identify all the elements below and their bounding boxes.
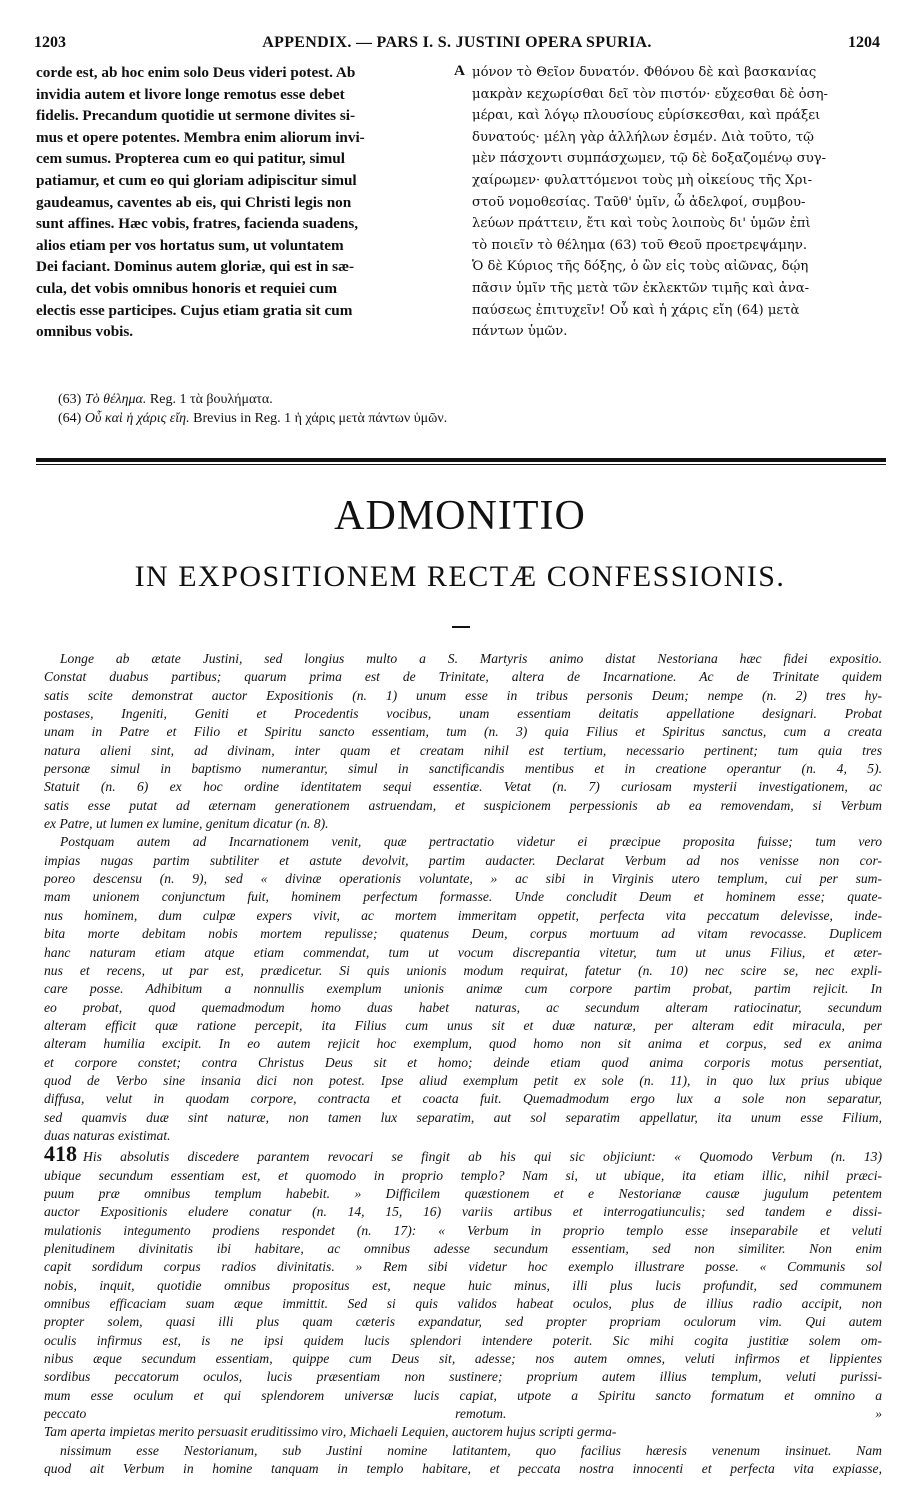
body-text-line: unam in Patre et Filio et Spiritu sancto essentiam, tum (n. 3) quia Filius et Spiritus sanctus, cum a creata [44, 724, 882, 740]
body-text-line: Statuit (n. 6) ex hoc ordine identitatem sequi essentiæ. Vetat (n. 7) curiosam mysterii investigationem, ac [44, 779, 882, 795]
body-text-line: Postquam autem ad Incarnationem venit, quæ pertractatio videtur ei præcipue proposita fuisse; tum vero [60, 834, 882, 850]
body-text-line: peccato remotum. » [44, 1406, 882, 1422]
title-dash [452, 626, 470, 628]
latin-text-line: cula, det vobis omnibus honoris et requiei cum [36, 279, 337, 297]
greek-text-line: στοῦ νομοθεσίας. Ταῦθ' ὑμῖν, ὦ ἀδελφοί, συμβου- [472, 194, 806, 210]
body-text-line: eo probat, quod quemadmodum homo duas habet naturas, ac secundum alteram ratiocinatur, secundum [44, 999, 882, 1015]
body-text-line: plenitudinem divinitatis ibi habitare, ac omnibus adesse secundum essentiam, sed non similiter. Non enim [44, 1241, 882, 1256]
greek-text-line: χαίρωμεν· φυλαττόμενοι τοὺς μὴ οἰκείους τῆς Χρι- [472, 172, 813, 188]
footnote-number: (63) [58, 392, 82, 407]
column-marker: A [454, 62, 465, 79]
latin-text-line: Dei faciant. Dominus autem gloriæ, qui est in sæ- [36, 258, 355, 276]
body-text-line: mam unionem conjunctum fuit, hominem perfectum formasse. Unde concludit Deum et hominem esse; quate- [44, 889, 882, 905]
section-title: ADMONITIO [334, 493, 586, 539]
body-text-line: impias nugas partim subtiliter et astute devolvit, partim audacter. Declarat Verbum ad nos venisse non cor- [44, 852, 882, 868]
greek-text-line: πάντων ὑμῶν. [472, 324, 568, 340]
body-text-line: sed quamvis duæ sint naturæ, non tamen lux separatim, aut sol separatim appellatur, ita unum esse Filium, [44, 1109, 882, 1125]
body-text-line: quod de Verbo sine insania dici non potest. Ipse aliud exemplum petit ex sole (n. 11), in quo lux prius ubique [44, 1072, 882, 1088]
greek-text-line: μέραι, καὶ λόγῳ πλουσίους εὑρίσκεσθαι, καὶ πράξει [472, 108, 821, 124]
greek-text-line: τὸ ποιεῖν τὸ θέλημα (63) τοῦ Θεοῦ προετρεψάμην. [472, 237, 808, 253]
latin-text-line: sunt affines. Hæc vobis, fratres, facienda suadens, [36, 215, 359, 233]
admonitio-body [44, 650, 882, 1478]
latin-text-column [36, 62, 456, 343]
body-text-line: nus et recens, ut par est, prædicetur. Si quis unionis modum requirat, fatetur (n. 10) nec scire se, nec expli- [44, 962, 882, 978]
page-number-left: 1203 [34, 34, 66, 51]
footnote-number: (64) [58, 410, 82, 426]
footnote-lemma: Τὸ θέλημα. [84, 392, 147, 407]
latin-text-line: omnibus vobis. [36, 323, 134, 341]
latin-text-line: electis esse participes. Cujus etiam gratia sit cum [36, 301, 353, 319]
running-header [34, 34, 880, 56]
body-text-line: sordibus peccatorum oculos, lucis præsentiam non sustinere; proprium autem illius templum, veluti purissi- [44, 1369, 882, 1385]
body-text-line: auctor Expositionis eludere conatur (n. 14, 15, 16) variis artibus et interrogatiunculis; sed tandem e dissi- [44, 1204, 882, 1220]
latin-text-line: cem sumus. Propterea cum eo qui patitur, simul [36, 150, 345, 168]
footnote-64 [58, 410, 878, 429]
latin-text-line: invidia autem et livore longe remotus esse debet [36, 85, 345, 103]
greek-text-line: παύσεως ἐπιτυχεῖν! Οὗ καὶ ἡ χάρις εἴη (64) μετὰ [472, 302, 800, 318]
body-text-line: mum esse oculum et qui splendorem universæ lucis capiat, utpote a Spiritu sancto formatum et omnino a [44, 1387, 882, 1403]
body-text-line: Constat duabus partibus; quarum prima est de Trinitate, altera de Incarnatione. Ac de Trinitate quidem [44, 669, 882, 685]
body-text-line: ubique secundum essentiam est, et quomodo in proprio templo? Nam si, ut ubique, ita etiam illic, nihil præci- [44, 1167, 882, 1183]
body-text-line: Tam aperta impietas merito persuasit eruditissimo viro, Michaeli Lequien, auctorem hujus scripti germa- [44, 1424, 617, 1440]
body-text-line: oculis infirmus est, is ne ipsi quidem lucis splendori intendere poterit. Sic mihi cogita justitiæ solem om- [44, 1332, 882, 1348]
section-divider-thin [36, 464, 886, 465]
greek-text-column [472, 62, 882, 343]
body-text-line: satis esse putat ad æternam generationem astruendam, et suspicionem perpessionis ab ea removendam, si Verbum [44, 797, 882, 813]
body-text-line: et corpore constet; contra Christus Deus sit et homo; deinde etiam quod anima corporis motus persentiat, [44, 1054, 882, 1070]
footnote-text: Brevius in Reg. 1 ἡ χάρις μετὰ πάντων ὑμῶν. [193, 410, 448, 426]
greek-text-line: μὲν πάσχοντι συμπάσχωμεν, τῷ δὲ δοξαζομένῳ συγ- [472, 151, 827, 167]
latin-text-line: alios etiam per vos hortatus sum, ut voluntatem [36, 236, 344, 254]
page-number-right: 1204 [848, 34, 880, 51]
body-text-fragment: His absolutis discedere parantem revocari se fingit ab his qui sic objiciunt: « Quomodo Verbum (n. 13) [83, 1149, 882, 1165]
section-divider-thick [36, 458, 886, 462]
body-text-line: hanc naturam etiam atque etiam commendat, tum ut vocum discrepantia vitetur, tum ut unus Filius, et æter- [44, 944, 882, 960]
body-text-line: nissimum esse Nestorianum, sub Justini nomine latitantem, quo facilius hæresis venenum insinuet. Nam [60, 1442, 882, 1458]
latin-text-line: fidelis. Precandum quotidie ut sermone divites si- [36, 107, 356, 125]
greek-text-line: δυνατούς· μέλη γὰρ ἀλλήλων ἐσμέν. Διὰ τοῦτο, τῷ [472, 129, 814, 145]
body-text-line: quod ait Verbum in homine tanquam in templo habitare, et peccata nostra innocenti et perfecta vita expiasse, [44, 1461, 882, 1477]
footnotes [58, 391, 878, 428]
body-text-line: duas naturas existimat. [44, 1127, 171, 1143]
running-title: APPENDIX. — PARS I. S. JUSTINI OPERA SPURIA. [262, 34, 652, 51]
body-text-line: nobis, inquit, quotidie omnibus propositus est, neque huic minus, illi plus lucis profundit, sed communem [44, 1277, 882, 1293]
body-text-line: care posse. Adhibitum a nonnullis exemplum unionis animæ cum corpore partim probat, partim rejicit. In [44, 981, 882, 997]
body-text-line: Longe ab ætate Justini, sed longius multo a S. Martyris animo distat Nestoriana hæc fidei expositio. [60, 651, 882, 666]
body-text-line [44, 1145, 882, 1166]
footnote-text: Reg. 1 τὰ βουλήματα. [149, 392, 273, 407]
body-text-line: personæ simul in baptismo numerantur, simul in sanctificandis mentibus et in creatione operantur (n. 4, 5). [44, 761, 882, 777]
latin-text-line: mus et opere potentes. Membra enim aliorum invi- [36, 128, 365, 146]
body-text-line: postases, Ingeniti, Geniti et Procedentis vocibus, unam essentiam deitatis appellatione designari. Probat [44, 706, 882, 722]
latin-text-line: patiamur, et cum eo qui gloriam adipiscitur simul [36, 171, 357, 189]
footnote-lemma: Οὗ καὶ ἡ χάρις εἴη. [84, 410, 190, 426]
body-text-line: mulationis integumento prodiens respondet (n. 17): « Verbum in proprio templo esse inseparabile et veluti [44, 1222, 882, 1238]
body-text-line: satis scite demonstrat auctor Expositionis (n. 1) unum esse in tribus personis Deum; nempe (n. 2) tres hy- [44, 687, 882, 703]
body-text-line: capit sordidum corpus radios divinitatis. » Rem sibi videtur hoc exemplo illustrare posse. « Communis sol [44, 1259, 882, 1275]
body-text-line: propter solem, quasi illi plus quam cæteris expandatur, sed propter propriam oculorum vim. Qui autem [44, 1314, 882, 1330]
greek-text-line: Ὁ δὲ Κύριος τῆς δόξης, ὁ ὢν εἰς τοὺς αἰῶνας, δῴη [472, 259, 809, 275]
body-text-line: puum præ omnibus templum habebit. » Difficilem quæstionem et e Nestorianæ causæ jugulum petentem [44, 1185, 882, 1201]
body-text-line: bita morte debitam nobis mortem repulisse; quatenus Deum, corpus mortuum ad vitam revocasse. Duplicem [44, 926, 882, 942]
greek-text-line: μακρὰν κεχωρίσθαι δεῖ τὸν πιστόν· εὔχεσθαι δὲ ὁση- [472, 86, 828, 102]
margin-number: 418 [44, 1145, 77, 1167]
body-text-line: poreo descensu (n. 9), sed « divinæ operationis voluntate, » ac sibi in Virginis utero templum, cui per sum- [44, 871, 882, 887]
body-text-line: alteram efficit quæ ratione percepit, ita Filius cum unus sit et duæ naturæ, per alteram edit miracula, per [44, 1017, 882, 1033]
body-text-line: natura alieni sint, ad divinam, inter quam et creatam nihil est tertium, necessario pertinent; tum quia tres [44, 742, 882, 758]
body-text-line: omnibus efficaciam suam æque immittit. Sed si quis validos habeat oculos, plus de illius radio accipit, non [44, 1296, 882, 1312]
body-text-line: nus hominem, dum culpæ expers vivit, ac mortem immeritam oppetit, perfecta vita peccatum delevisse, inde- [44, 907, 882, 923]
footnote-63 [58, 391, 878, 410]
greek-text-line: λεύων πράττειν, ἔτι καὶ τοὺς λοιποὺς δι' ὑμῶν ἐπὶ [472, 216, 811, 232]
greek-text-line: πᾶσιν ὑμῖν τῆς μετὰ τῶν ἐκλεκτῶν τιμῆς καὶ ἀνα- [472, 280, 810, 296]
body-text-line: diffusa, velut in quodam corpore, contracta et coacta fuit. Quemadmodum ergo lux a sole non separatur, [44, 1091, 882, 1107]
section-subtitle: IN EXPOSITIONEM RECTÆ CONFESSIONIS. [134, 560, 786, 593]
body-text-line: nibus æque secundum essentiam, quippe cum Deus sit, adesse; nos autem omnes, veluti infirmos et lippientes [44, 1351, 882, 1367]
latin-text-line: gaudeamus, caventes ab eis, qui Christi legis non [36, 193, 352, 211]
greek-text-line: μόνον τὸ Θεῖον δυνατόν. Φθόνου δὲ καὶ βασκανίας [472, 65, 817, 80]
body-text-line: alteram humilia excipit. In eo autem rejicit hoc exemplum, quod homo non sit anima et corpus, sed ex anima [44, 1036, 882, 1052]
latin-text-line: corde est, ab hoc enim solo Deus videri potest. Ab [36, 64, 356, 81]
body-text-line: ex Patre, ut lumen ex lumine, genitum dicatur (n. 8). [44, 816, 329, 832]
